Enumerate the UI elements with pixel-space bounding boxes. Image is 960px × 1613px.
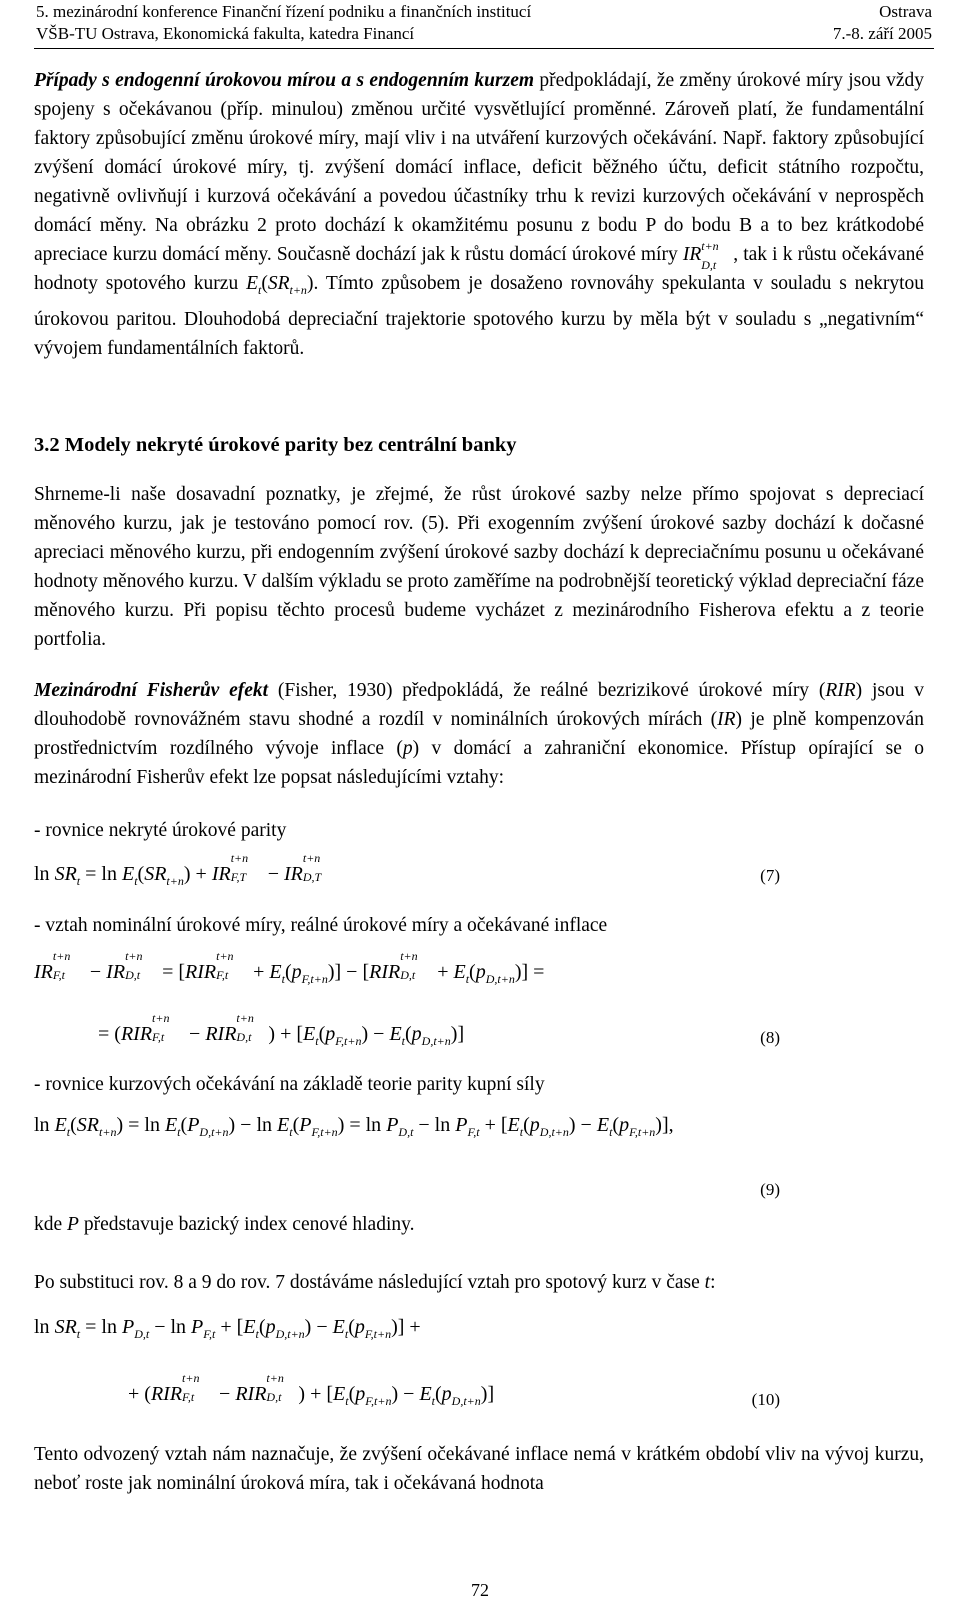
inline-formula-ir: IR t+n D,t [682, 238, 719, 272]
header-city: Ostrava [879, 2, 932, 21]
equation-9: $\ln E_t(SR_{t+n}) = \ln E_t(P_{D,t+n}) - \ln E_t(P_{F,t+n}) = \ln P_{D,t} - \ln P_{F,t} + [E_t(p_{D,t+n}) - E_t(p_{F,t+n})]$, [34, 1114, 674, 1139]
equation-number-9: (9) [760, 1180, 780, 1199]
substitution-sentence [34, 1268, 715, 1297]
lead-bold-italic: Mezinárodní Fisherův efekt [34, 680, 269, 701]
text: (Fisher, 1930) předpokládá, že reálné bezrizikové úrokové míry ( [268, 680, 826, 701]
header-rule [34, 48, 934, 49]
equation-number-10: (10) [751, 1390, 780, 1409]
item-uip: - rovnice nekryté úrokové parity [34, 820, 287, 841]
equation-number-8: (8) [760, 1028, 780, 1047]
equation-10-line-2: + (RIR t+n F,t − RIR t+n D,t ) + $[E_t(p_{F,t+n}) - E_t(p_{D,t+n})]$ [128, 1371, 495, 1408]
item-fisher-relation: - vztah nominální úrokové míry, reálné úrokové míry a očekávané inflace [34, 915, 608, 936]
text: představuje bazický index cenové hladiny. [78, 1214, 415, 1235]
paragraph-conclusion: Tento odvozený vztah nám naznačuje, že zvýšení očekávané inflace nemá v krátkém období vliv na vývoj kurzu, neboť roste jak nominální úroková míra, tak i očekávaná hodnota [34, 1444, 924, 1494]
page-number: 72 [471, 1580, 489, 1600]
symbol-P: P [67, 1214, 79, 1235]
paragraph-summary: Shrneme-li naše dosavadní poznatky, je zřejmé, že růst úrokové sazby nelze přímo spojovat s depreciací měnového kurzu, jak je testováno pomocí rov. (5). Při exogenním zvýšení úrokové sazby dochází k dočasné apreciaci měnového kurzu, při endogenním zvýšení úrokové sazby dochází k depreciačnímu posunu u očekávané hodnoty měnového kurzu. V dalším výkladu se proto zaměříme na podrobnější teoretický výklad depreciační fáze měnového kurzu. Při popisu těchto procesů budeme vycházet z mezinárodního Fisherova efektu a z teorie portfolia. [34, 484, 924, 650]
equation-8-line-1: IR t+n F,t − IR t+n D,t = [RIR t+n F,t + $E_t(p_{F,t+n})] - [RIR$ t+n D,t + $E_t(p_{D,t+n})$] = [34, 949, 545, 986]
inline-formula-expected-rate: $E_t(SR_{t+n})$ [246, 273, 314, 297]
running-header-line-2 [36, 24, 932, 44]
text: ) jsou v dlouhodobě rovnovážném stavu shodné a rozdíl v nominálních úrokových mírách ( [34, 680, 924, 730]
running-header-line-1 [36, 2, 932, 22]
text: . Tímto způsobem je dosaženo rovnováhy spekulanta v souladu s nekrytou úrokovou paritou. Dlouhodobá depreciační trajektorie spotového kurzu by měla být v souladu s „negativním“ vývojem fundamentálních faktorů. [34, 273, 925, 359]
section-title: Modely nekryté úrokové parity bez centrální banky [64, 434, 517, 456]
text: : [710, 1272, 716, 1293]
section-heading [34, 434, 517, 457]
text: kde [34, 1214, 68, 1235]
equation-10-line-1: $\ln SR_t = \ln P_{D,t} - \ln P_{F,t} + [E_t(p_{D,t+n}) - E_t(p_{F,t+n})]$ + [34, 1316, 421, 1341]
symbol-p: p [402, 738, 413, 759]
text: Po substituci rov. 8 a 9 do rov. 7 dostáváme následující vztah pro spotový kurz v čase [34, 1272, 705, 1293]
lead-bold-italic: Případy s endogenní úrokovou mírou a s endogenním kurzem [34, 70, 535, 91]
equation-8-line-2: = (RIR t+n F,t − RIR t+n D,t ) + $[E_t(p_{F,t+n}) - E_t(p_{D,t+n})]$ [98, 1011, 465, 1048]
section-number: 3.2 [34, 434, 60, 456]
text: ) je plně kompenzován prostřednictvím rozdílného vývoje inflace ( [34, 709, 924, 759]
symbol-rir: RIR [825, 680, 856, 701]
symbol-t: t [704, 1272, 711, 1293]
text: ) v domácí a zahraniční ekonomice. Přístup opírající se o mezinárodní Fisherův efekt lze popsat následujícími vztahy: [34, 738, 924, 788]
paragraph-fisher [34, 676, 924, 792]
paragraph-endogenous [34, 66, 924, 363]
text: předpokládají, že změny úrokové míry jsou vždy spojeny s očekávanou (příp. minulou) změnou určité vysvětlující proměnné. Zároveň platí, že fundamentální faktory způsobující změnu úrokové míry, mají vliv i na utváření kurzových očekávání. Např. faktory způsobující zvýšení domácí úrokové míry, tj. zvýšení domácí inflace, deficit běžného účtu, deficit státního rozpočtu, negativně ovlivňují i kurzová očekávání a povedou účastníky trhu k revizi kurzových očekávání v neprospěch domácí měny. Na obrázku 2 proto dochází k okamžitému posunu z bodu P do bodu B a to bez krátkodobé apreciace kurzu domácí měny. Současně dochází jak k růstu domácí úrokové míry [34, 70, 925, 265]
item-ppp: - rovnice kurzových očekávání na základě teorie parity kupní síly [34, 1074, 545, 1095]
equation-7: $\ln SR_t = \ln E_t(SR_{t+n})$ + IR t+n F,T − IR t+n D,T [34, 851, 322, 888]
institution: VŠB-TU Ostrava, Ekonomická fakulta, katedra Financí [36, 24, 415, 43]
symbol-ir: IR [717, 709, 736, 730]
text: , tak i k růstu očekávané hodnoty spotového kurzu [34, 244, 925, 294]
equation-number-7: (7) [760, 866, 780, 885]
header-date: 7.-8. září 2005 [832, 24, 932, 43]
where-clause [34, 1210, 414, 1239]
conference-title: 5. mezinárodní konference Finanční řízení podniku a finančních institucí [36, 2, 532, 21]
